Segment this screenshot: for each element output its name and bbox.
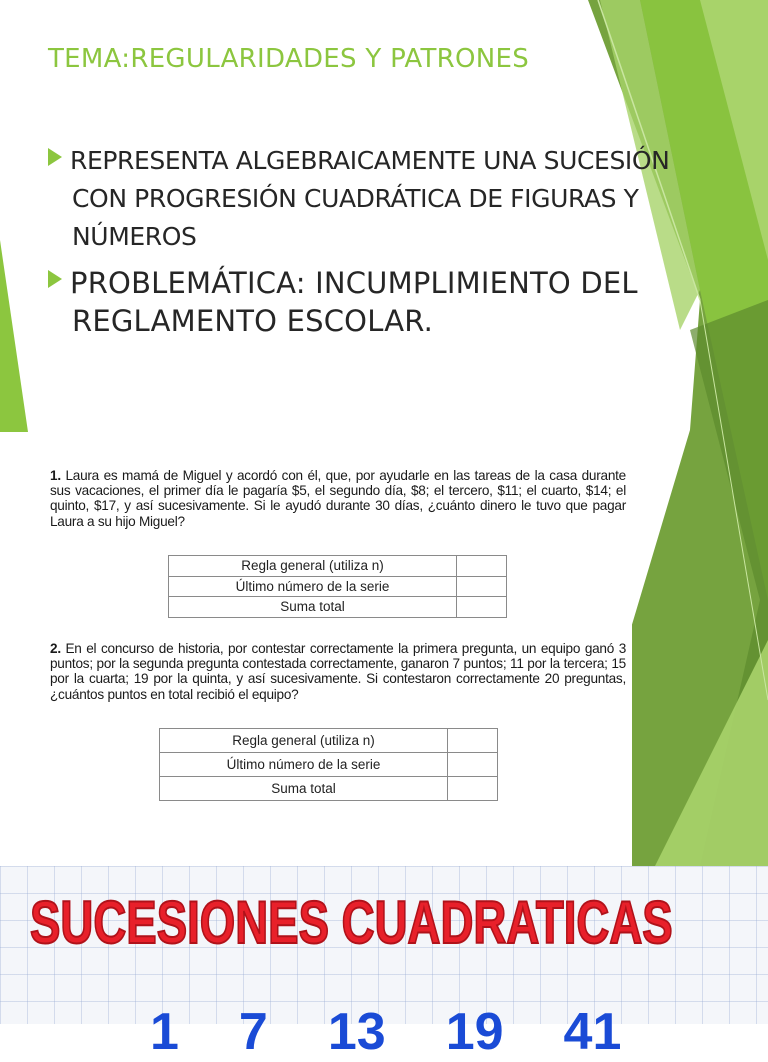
problem-2: 2. En el concurso de historia, por contestar correctamente la primera pregunta, un equipo ganó 3 puntos; por la segunda pregunta contestada correctamente, ganaron 7 puntos; 11 por la tercera; 15 por la cuarta; 19 por la quinta, y así sucesivamente. Si contestaron correctamente 20 preguntas, ¿cuántos puntos en total recibió el equipo? <box>50 641 627 702</box>
answer-table-1 <box>168 555 507 618</box>
worksheet-image <box>0 432 632 866</box>
table-label: Suma total <box>169 597 457 618</box>
table-row <box>169 576 507 597</box>
table-label: Último número de la serie <box>160 753 448 777</box>
table-row <box>160 753 498 777</box>
table-row <box>160 729 498 753</box>
banner-sequence <box>150 1002 622 1061</box>
table-label: Regla general (utiliza n) <box>160 729 448 753</box>
problem-number: 1 <box>50 468 58 483</box>
answer-cell[interactable] <box>457 597 507 618</box>
answer-cell[interactable] <box>448 777 498 801</box>
answer-cell[interactable] <box>448 729 498 753</box>
table-row <box>160 777 498 801</box>
bullet-arrow-icon <box>48 270 62 288</box>
left-edge-shape <box>0 240 28 432</box>
answer-table-2 <box>159 728 498 801</box>
title-banner <box>0 866 768 1061</box>
sequence-number: 7 <box>238 1003 268 1061</box>
table-label: Regla general (utiliza n) <box>169 556 457 577</box>
sequence-number: 41 <box>563 1003 622 1061</box>
table-row <box>169 597 507 618</box>
slide-title: TEMA:REGULARIDADES Y PATRONES <box>48 44 530 74</box>
problem-number: 2 <box>50 641 58 656</box>
bullet-objective <box>48 142 698 256</box>
answer-cell[interactable] <box>457 576 507 597</box>
bullet-text: PROBLEMÁTICA: INCUMPLIMIENTO DEL REGLAMENTO ESCOLAR. <box>70 266 638 338</box>
table-row <box>169 556 507 577</box>
problem-text: En el concurso de historia, por contestar correctamente la primera pregunta, un equipo ganó 3 puntos; por la segunda pregunta contestada correctamente, ganaron 7 puntos; 11 por la tercera; 15 por la cuarta; 19 por la quinta, y así sucesivamente. Si contestaron correctamente 20 preguntas, ¿cuántos puntos en total recibió el equipo? <box>50 641 627 702</box>
banner-title: SUCESIONES CUADRATICAS <box>30 889 673 956</box>
sequence-number: 1 <box>150 1003 179 1061</box>
answer-cell[interactable] <box>457 556 507 577</box>
sequence-number: 13 <box>327 1003 386 1061</box>
bullet-problem <box>48 264 698 340</box>
table-label: Último número de la serie <box>169 576 457 597</box>
sequence-number: 19 <box>445 1003 504 1061</box>
bullet-text: REPRESENTA ALGEBRAICAMENTE UNA SUCESIÓN CON PROGRESIÓN CUADRÁTICA DE FIGURAS Y NÚMEROS <box>70 146 670 251</box>
bullet-arrow-icon <box>48 148 62 166</box>
answer-cell[interactable] <box>448 753 498 777</box>
problem-1: 1. Laura es mamá de Miguel y acordó con él, que, por ayudarle en las tareas de la casa durante sus vacaciones, el primer día le pagaría $5, el segundo día, $8; el tercero, $11; el cuarto, $14; el quinto, $17, y así sucesivamente. Si le ayudó durante 30 días, ¿cuánto dinero le tuvo que pagar Laura a su hijo Miguel? <box>50 468 626 529</box>
table-label: Suma total <box>160 777 448 801</box>
problem-text: Laura es mamá de Miguel y acordó con él, que, por ayudarle en las tareas de la casa durante sus vacaciones, el primer día le pagaría $5, el segundo día, $8; el tercero, $11; el cuarto, $14; el quinto, $17, y así sucesivamente. Si le ayudó durante 30 días, ¿cuánto dinero le tuvo que pagar Laura a su hijo Miguel? <box>50 468 626 529</box>
